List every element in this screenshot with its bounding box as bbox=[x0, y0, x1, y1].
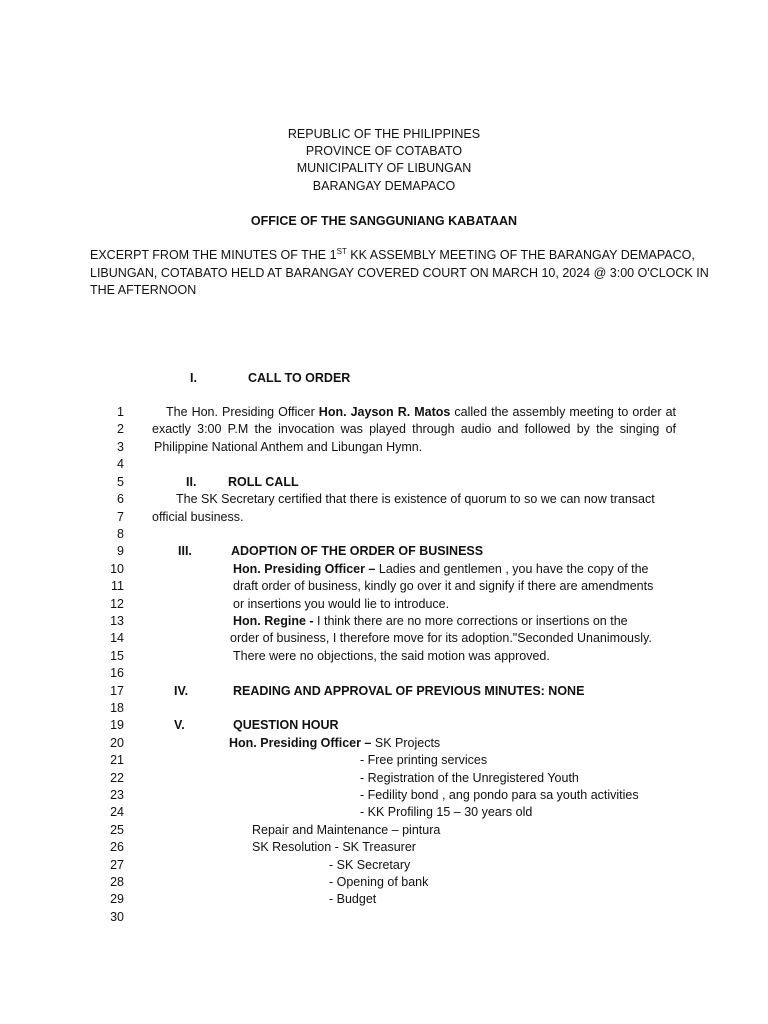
body-text: I think there are no more corrections or insertions on the bbox=[317, 614, 628, 628]
line-number: 16 bbox=[110, 666, 124, 680]
line-number: 4 bbox=[117, 457, 124, 471]
body-text: Ladies and gentlemen , you have the copy of the bbox=[378, 562, 649, 576]
line-number: 21 bbox=[110, 753, 124, 767]
line-number: 14 bbox=[110, 631, 124, 645]
project-item: - Registration of the Unregistered Youth bbox=[360, 771, 579, 785]
project-item: - KK Profiling 15 – 30 years old bbox=[360, 805, 533, 819]
header-republic: REPUBLIC OF THE PHILIPPINES bbox=[287, 127, 481, 141]
section-1-title: CALL TO ORDER bbox=[248, 371, 351, 385]
excerpt-line-3: THE AFTERNOON bbox=[90, 283, 197, 297]
excerpt-text: KK ASSEMBLY MEETING OF THE BARANGAY DEMAPACO, bbox=[346, 248, 695, 262]
line-number: 5 bbox=[117, 475, 124, 489]
line-number: 6 bbox=[117, 492, 124, 506]
line-number: 1 bbox=[117, 405, 124, 419]
line-number: 10 bbox=[110, 562, 124, 576]
question-hour-line-1 bbox=[229, 735, 440, 752]
body-text: The Hon. Presiding Officer bbox=[166, 405, 319, 419]
excerpt-superscript: ST bbox=[336, 247, 347, 256]
line-number: 19 bbox=[110, 718, 124, 732]
office-title: OFFICE OF THE SANGGUNIANG KABATAAN bbox=[250, 214, 518, 228]
body-text: called the assembly meeting to order at bbox=[450, 405, 676, 419]
excerpt-line-1 bbox=[90, 247, 695, 264]
call-to-order-line-1 bbox=[166, 404, 676, 421]
line-number: 8 bbox=[117, 527, 124, 541]
header-province: PROVINCE OF COTABATO bbox=[305, 144, 463, 158]
line-number: 17 bbox=[110, 684, 124, 698]
adoption-line-2: draft order of business, kindly go over it and signify if there are amendments bbox=[233, 579, 654, 593]
line-number: 26 bbox=[110, 840, 124, 854]
line-number: 29 bbox=[110, 892, 124, 906]
excerpt-line-2: LIBUNGAN, COTABATO HELD AT BARANGAY COVERED COURT ON MARCH 10, 2024 @ 3:00 O'CLOCK IN bbox=[90, 266, 709, 280]
line-number: 3 bbox=[117, 440, 124, 454]
resolution-item: - SK Secretary bbox=[329, 858, 411, 872]
section-3-title: ADOPTION OF THE ORDER OF BUSINESS bbox=[231, 544, 484, 558]
line-number: 2 bbox=[117, 422, 124, 436]
line-number: 20 bbox=[110, 736, 124, 750]
adoption-line-1 bbox=[233, 561, 649, 578]
line-number: 11 bbox=[111, 579, 124, 593]
speaker-label: Hon. Regine - bbox=[233, 614, 318, 628]
section-4-title: READING AND APPROVAL OF PREVIOUS MINUTES: NONE bbox=[233, 684, 585, 698]
line-number: 9 bbox=[117, 544, 124, 558]
section-2-title: ROLL CALL bbox=[228, 475, 299, 489]
call-to-order-line-3: Philippine National Anthem and Libungan Hymn. bbox=[154, 440, 423, 454]
speaker-label: Hon. Presiding Officer – bbox=[229, 736, 375, 750]
line-number: 28 bbox=[110, 875, 124, 889]
section-2-number: II. bbox=[186, 475, 197, 489]
header-municipality: MUNICIPALITY OF LIBUNGAN bbox=[296, 161, 472, 175]
line-number: 7 bbox=[117, 510, 124, 524]
roll-call-line-1: The SK Secretary certified that there is existence of quorum to so we can now transact bbox=[176, 492, 655, 506]
roll-call-line-2: official business. bbox=[152, 510, 244, 524]
call-to-order-line-2: exactly 3:00 P.M the invocation was played through audio and followed by the singing of bbox=[152, 422, 676, 436]
section-5-number: V. bbox=[174, 718, 185, 732]
line-number: 13 bbox=[110, 614, 124, 628]
adoption-line-6: There were no objections, the said motion was approved. bbox=[233, 649, 550, 663]
line-number: 22 bbox=[110, 771, 124, 785]
excerpt-text: EXCERPT FROM THE MINUTES OF THE 1 bbox=[90, 248, 337, 262]
line-number: 30 bbox=[110, 910, 124, 924]
header-barangay: BARANGAY DEMAPACO bbox=[312, 179, 456, 193]
resolution-item: - Budget bbox=[329, 892, 377, 906]
section-3-number: III. bbox=[178, 544, 192, 558]
presiding-officer-name: Hon. Jayson R. Matos bbox=[318, 405, 451, 419]
resolution-item: - Opening of bank bbox=[329, 875, 429, 889]
adoption-line-5: order of business, I therefore move for its adoption."Seconded Unanimously. bbox=[230, 631, 652, 645]
line-number: 12 bbox=[110, 597, 124, 611]
section-4-number: IV. bbox=[174, 684, 189, 698]
section-5-title: QUESTION HOUR bbox=[233, 718, 339, 732]
line-number: 27 bbox=[110, 858, 124, 872]
body-text: SK Projects bbox=[374, 736, 441, 750]
line-number: 23 bbox=[110, 788, 124, 802]
repair-line: Repair and Maintenance – pintura bbox=[252, 823, 441, 837]
line-number: 15 bbox=[110, 649, 124, 663]
project-item: - Fedility bond , ang pondo para sa youth activities bbox=[360, 788, 639, 802]
line-number: 18 bbox=[110, 701, 124, 715]
line-number: 24 bbox=[110, 805, 124, 819]
speaker-label: Hon. Presiding Officer – bbox=[233, 562, 379, 576]
adoption-line-4 bbox=[233, 613, 628, 630]
section-1-number: I. bbox=[190, 371, 197, 385]
resolution-line: SK Resolution - SK Treasurer bbox=[252, 840, 416, 854]
project-item: - Free printing services bbox=[360, 753, 488, 767]
adoption-line-3: or insertions you would lie to introduce. bbox=[233, 597, 450, 611]
line-number: 25 bbox=[110, 823, 124, 837]
